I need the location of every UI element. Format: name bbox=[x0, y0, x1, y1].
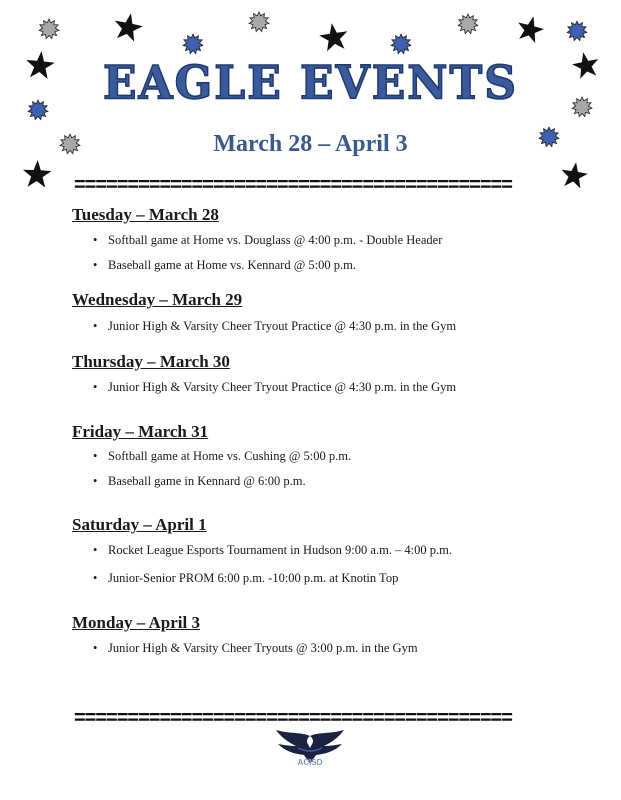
burst-icon bbox=[183, 34, 203, 54]
separator-bottom: ========================================= bbox=[74, 708, 512, 728]
star-icon bbox=[562, 162, 588, 188]
bullet-icon: • bbox=[93, 449, 98, 463]
event-text: Baseball game at Home vs. Kennard @ 5:00 p.m. bbox=[108, 258, 356, 272]
day-heading-tuesday: Tuesday – March 28 bbox=[72, 205, 219, 224]
eagle-logo-icon bbox=[272, 728, 348, 772]
list-item bbox=[93, 258, 356, 273]
event-text: Junior High & Varsity Cheer Tryouts @ 3:00 p.m. in the Gym bbox=[108, 641, 418, 655]
burst-icon bbox=[391, 34, 411, 54]
list-item bbox=[93, 571, 398, 586]
page-title: EAGLE EVENTS bbox=[103, 56, 518, 111]
day-heading-saturday: Saturday – April 1 bbox=[72, 515, 207, 534]
burst-icon bbox=[39, 19, 59, 39]
logo-text: ACISD bbox=[297, 758, 323, 767]
separator-top: ========================================= bbox=[74, 175, 512, 195]
event-text: Softball game at Home vs. Cushing @ 5:00 p.m. bbox=[108, 449, 352, 463]
list-item bbox=[93, 474, 306, 489]
list-item bbox=[93, 641, 418, 656]
event-text: Junior High & Varsity Cheer Tryout Practice @ 4:30 p.m. in the Gym bbox=[108, 380, 457, 394]
event-text: Rocket League Esports Tournament in Hudson 9:00 a.m. – 4:00 p.m. bbox=[108, 543, 452, 557]
bullet-icon: • bbox=[93, 319, 98, 333]
list-item bbox=[93, 380, 456, 395]
day-heading-friday: Friday – March 31 bbox=[72, 422, 209, 441]
star-icon bbox=[319, 23, 347, 51]
burst-icon bbox=[249, 12, 269, 32]
burst-icon bbox=[458, 14, 478, 34]
list-item bbox=[93, 233, 442, 248]
list-item bbox=[93, 319, 456, 334]
event-text: Baseball game in Kennard @ 6:00 p.m. bbox=[108, 474, 306, 488]
star-icon bbox=[115, 13, 143, 41]
date-range: March 28 – April 3 bbox=[213, 131, 408, 157]
bullet-icon: • bbox=[93, 380, 98, 394]
event-text: Junior-Senior PROM 6:00 p.m. -10:00 p.m. at Knotin Top bbox=[108, 571, 399, 585]
day-heading-wednesday: Wednesday – March 29 bbox=[72, 290, 243, 309]
burst-icon bbox=[567, 21, 587, 41]
bullet-icon: • bbox=[93, 233, 98, 247]
bullet-icon: • bbox=[93, 543, 98, 557]
list-item bbox=[93, 543, 452, 558]
star-icon bbox=[23, 160, 52, 188]
bullet-icon: • bbox=[93, 258, 98, 272]
list-item bbox=[93, 449, 351, 464]
event-text: Softball game at Home vs. Douglass @ 4:00 p.m. - Double Header bbox=[108, 233, 443, 247]
star-icon bbox=[518, 16, 544, 43]
bullet-icon: • bbox=[93, 474, 98, 488]
day-heading-thursday: Thursday – March 30 bbox=[72, 352, 230, 371]
day-heading-monday: Monday – April 3 bbox=[72, 613, 200, 632]
bullet-icon: • bbox=[93, 641, 98, 655]
event-text: Junior High & Varsity Cheer Tryout Practice @ 4:30 p.m. in the Gym bbox=[108, 319, 457, 333]
bullet-icon: • bbox=[93, 571, 98, 585]
